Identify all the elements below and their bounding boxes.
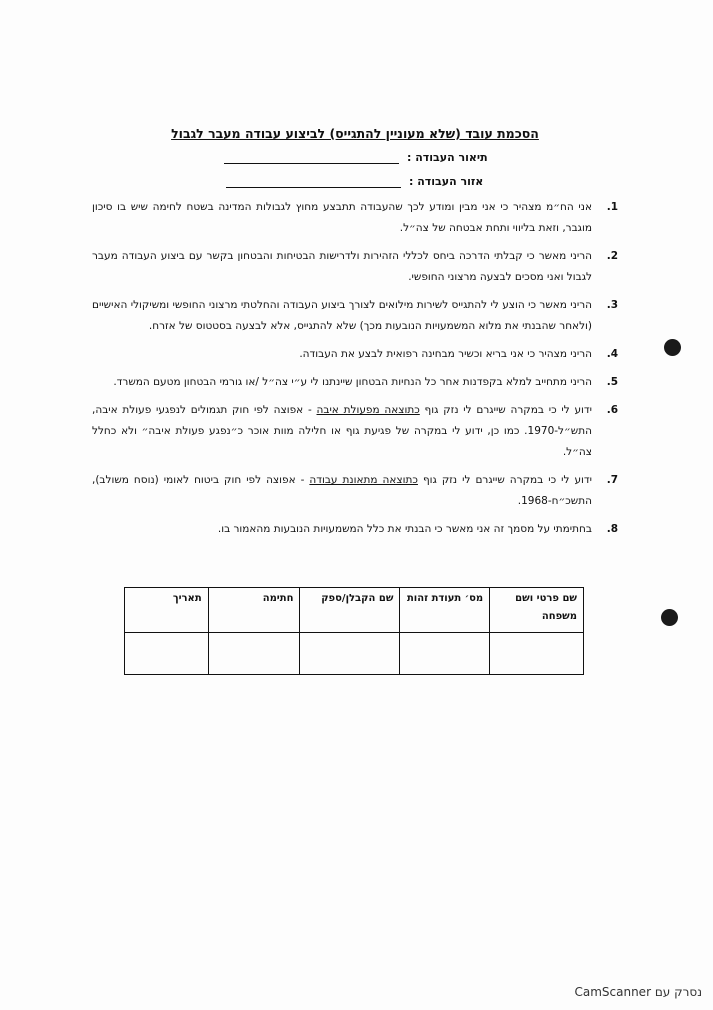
header-signature: חתימה bbox=[208, 588, 300, 633]
signature-cell[interactable] bbox=[208, 633, 300, 675]
punch-hole-icon bbox=[664, 339, 681, 356]
declaration-item-7 bbox=[92, 470, 618, 512]
item-text: אני הח״מ מצהיר כי אני מבין ומודע לכך שהעבודה תתבצע מחוץ לגבולות המדינה בשטח לחימה שיש בו סיכון מוגבר, וזאת בליווי ותחת אבטחה של צה״ל. bbox=[92, 201, 592, 234]
item-text-underlined: כתוצאה מפעולת איבה bbox=[316, 404, 420, 416]
signature-table bbox=[124, 587, 584, 675]
item-text-underlined: כתוצאה מתאונת עבודה bbox=[309, 474, 418, 486]
header-full-name: שם פרטי ושם משפחה bbox=[490, 588, 584, 633]
item-number: 3. bbox=[606, 299, 618, 311]
header-contractor-name: שם הקבלן/ספק bbox=[300, 588, 400, 633]
item-number: 6. bbox=[606, 404, 618, 416]
signature-entry-row bbox=[125, 633, 584, 675]
signature-header-row bbox=[125, 588, 584, 633]
item-number: 7. bbox=[606, 474, 618, 486]
item-text-after: - אפוצה לפי חוק תגמולים לנפגעי פעולת איבה, התש״ל-1970. כמו כן, ידוע לי במקרה של פגיעת גוף או חלילה מוות אוכר כ״נפגע פעולת איבה״ ולא כחלל צה״ל. bbox=[92, 404, 592, 458]
work-description-label: תיאור העבודה : bbox=[407, 151, 488, 164]
declaration-item-2 bbox=[92, 246, 618, 288]
item-number: 8. bbox=[606, 523, 618, 535]
item-number: 4. bbox=[606, 348, 618, 360]
declaration-item-4 bbox=[92, 344, 618, 365]
item-text bbox=[92, 400, 592, 463]
document-title: הסכמת עובד (שלא מעוניין להתגייס) לביצוע עבודה מעבר לגבול bbox=[171, 126, 539, 141]
item-text bbox=[92, 470, 592, 512]
item-text-before: ידוע לי כי במקרה שייגרם לי נזק גוף bbox=[419, 404, 592, 416]
header-id-number: מס׳ תעודת זהות bbox=[400, 588, 490, 633]
item-text: הריני מאשר כי הוצע לי להתגייס לשירות מילואים לצורך ביצוע העבודה והחלטתי מרצוני החופשי ומשיקולי האישיים (ולאחר שהבנתי את מלוא המשמעויות הנובעות מכך) שלא להתגייס, אלא לבצעה בסטטוס של אזרח. bbox=[92, 299, 592, 332]
item-text-after: - אפוצה לפי חוק ביטוח לאומי (נוסח משולב), התשכ״ח-1968. bbox=[92, 474, 592, 507]
declaration-item-1 bbox=[92, 197, 618, 239]
punch-hole-icon bbox=[661, 609, 678, 626]
item-number: 5. bbox=[606, 376, 618, 388]
id-number-cell[interactable] bbox=[400, 633, 490, 675]
item-text: הריני מתחייב למלא בקפדנות אחר כל הנחיות הבטחון שיינתנו לי ע״י צה״ל /או גורמי הבטחון מטעם המשרד. bbox=[113, 376, 592, 388]
declaration-item-3 bbox=[92, 295, 618, 337]
work-area-line bbox=[226, 175, 401, 188]
scanner-watermark: נסרק עם CamScanner bbox=[574, 985, 702, 999]
item-number: 2. bbox=[606, 250, 618, 262]
declaration-item-8 bbox=[92, 519, 618, 540]
header-date: תאריך bbox=[125, 588, 209, 633]
declaration-list bbox=[92, 197, 618, 547]
item-text-before: ידוע לי כי במקרה שייגרם לי נזק גוף bbox=[417, 474, 592, 486]
item-text: הריני מצהיר כי אני בריא וכשיר מבחינה רפואית לבצע את העבודה. bbox=[299, 348, 592, 360]
work-area-label: אזור העבודה : bbox=[409, 175, 484, 188]
item-text: בחתימתי על מסמך זה אני מאשר כי הבנתי את כלל המשמעויות הנובעות מהאמור בו. bbox=[217, 523, 592, 535]
item-number: 1. bbox=[606, 201, 618, 213]
work-area-field bbox=[226, 175, 483, 188]
item-text: הריני מאשר כי קבלתי הדרכה ביחס לכללי הזהירות ולדרישות הבטיחות והבטחון בקשר עם ביצוע העבודה מעבר לגבול ואני מסכים לבצעה מרצוני החופשי. bbox=[92, 250, 592, 283]
declaration-item-6 bbox=[92, 400, 618, 463]
full-name-cell[interactable] bbox=[490, 633, 584, 675]
declaration-item-5 bbox=[92, 372, 618, 393]
date-cell[interactable] bbox=[125, 633, 209, 675]
contractor-name-cell[interactable] bbox=[300, 633, 400, 675]
work-description-field bbox=[224, 151, 488, 164]
work-description-line bbox=[224, 151, 399, 164]
